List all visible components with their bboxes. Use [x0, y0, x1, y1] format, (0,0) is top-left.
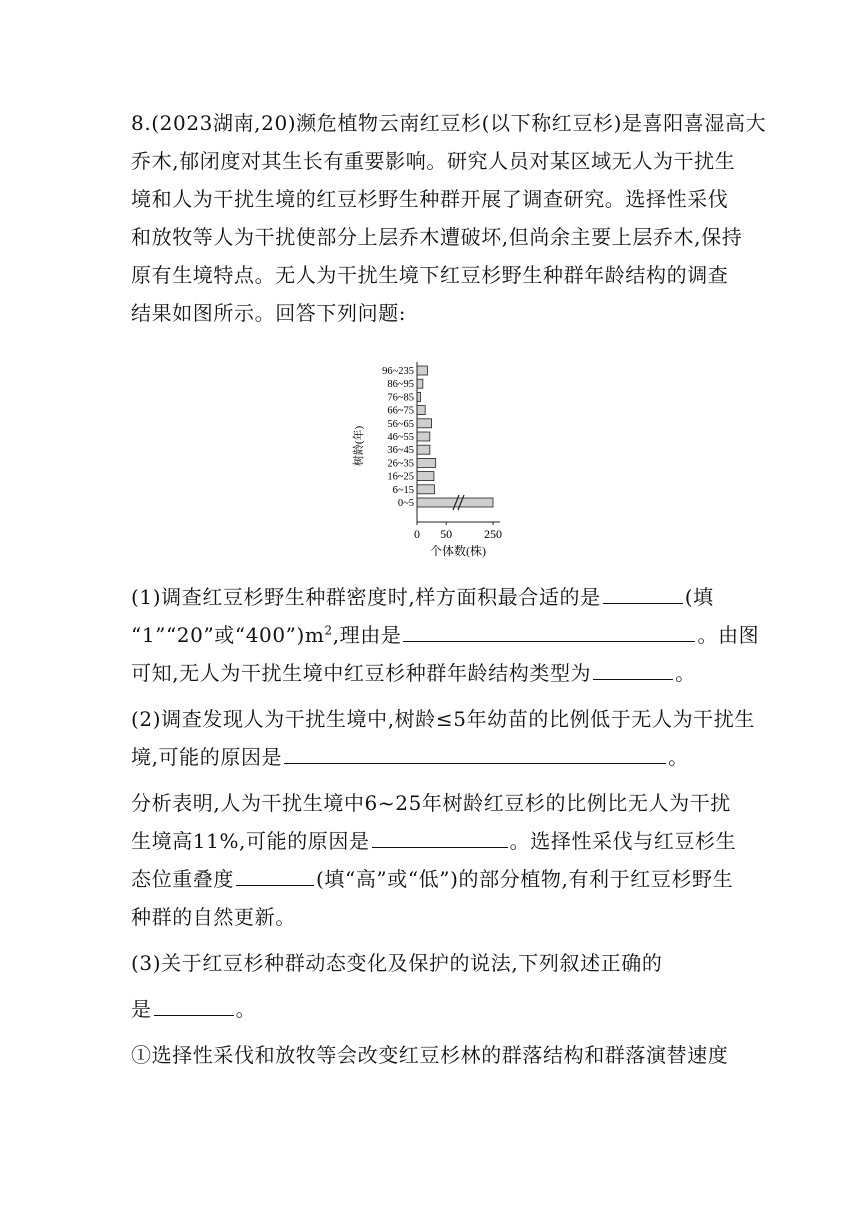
x-tick-labels: [414, 522, 502, 541]
category-label: 66~75: [387, 405, 414, 417]
part1-text-2sup: 2: [324, 623, 333, 638]
bar-46~55: [417, 432, 430, 441]
part2-line-3: 分析表明,人为干扰生境中6~25年树龄红豆杉的比例比无人为干扰: [131, 791, 731, 815]
part2-text-4b: 。选择性采伐与红豆杉生: [509, 829, 737, 853]
category-label: 96~235: [382, 366, 414, 377]
part2-line-5: [131, 866, 733, 892]
part1-text-3b: 。: [675, 661, 696, 685]
answer-blank-7[interactable]: [154, 997, 234, 1016]
intro-line-6: 结果如图所示。回答下列问题:: [131, 301, 407, 325]
part2-text-4a: 生境高11%,可能的原因是: [131, 829, 370, 853]
part2-text-5a: 态位重叠度: [131, 867, 234, 891]
category-label: 26~35: [387, 458, 414, 470]
category-label: 16~25: [387, 471, 414, 483]
intro-line-5: 原有生境特点。无人为干扰生境下红豆杉野生种群年龄结构的调查: [131, 263, 729, 287]
bar-36~45: [417, 445, 430, 454]
bar-56~65: [417, 419, 432, 428]
category-label: 76~85: [387, 392, 414, 404]
answer-blank-6[interactable]: [236, 867, 314, 886]
category-label: 0~5: [397, 498, 414, 509]
part1-text-2b: ,理由是: [332, 623, 402, 647]
bar-86~95: [417, 379, 423, 388]
category-label: 36~45: [387, 445, 414, 457]
bar-96~235: [417, 366, 428, 375]
bar-26~35: [417, 458, 436, 467]
part1-text-1b: (填: [684, 585, 714, 609]
part2-text-2b: 。: [668, 745, 689, 769]
part2-text-2a: 境,可能的原因是: [131, 745, 283, 769]
part2-text-5b: (填“高”或“低”)的部分植物,有利于红豆杉野生: [316, 867, 734, 891]
answer-blank-2[interactable]: [403, 623, 695, 642]
part2-line-4: [131, 828, 736, 854]
bar-6~15: [417, 485, 435, 494]
category-label: 46~55: [387, 432, 414, 443]
x-axis-label: 个体数(株): [430, 544, 486, 558]
part2-line-1: (2)调查发现人为干扰生境中,树龄≤5年幼苗的比例低于无人为干扰生: [131, 707, 755, 731]
age-structure-chart: [340, 352, 530, 572]
part1-text-2a: “1”“20”或“400”)m: [131, 623, 325, 647]
part2-line-2: [131, 744, 689, 770]
chart-category-labels: [382, 366, 414, 509]
answer-blank-3[interactable]: [593, 661, 673, 680]
part1-line-3: [131, 660, 696, 686]
answer-blank-5[interactable]: [372, 829, 508, 848]
category-label: 6~15: [392, 484, 414, 496]
part2-line-6: 种群的自然更新。: [131, 905, 296, 929]
part3-line-1: (3)关于红豆杉种群动态变化及保护的说法,下列叙述正确的: [131, 951, 663, 975]
part1-line-2: [131, 622, 759, 648]
category-label: 56~65: [387, 418, 414, 430]
part1-text-3a: 可知,无人为干扰生境中红豆杉种群年龄结构类型为: [131, 661, 592, 685]
x-tick-label: 250: [484, 527, 502, 541]
intro-line-3: 境和人为干扰生境的红豆杉野生种群开展了调查研究。选择性采伐: [131, 187, 729, 211]
answer-blank-4[interactable]: [284, 745, 666, 764]
bar-66~75: [417, 406, 425, 415]
intro-line-2: 乔木,郁闭度对其生长有重要影响。研究人员对某区域无人为干扰生: [131, 149, 736, 173]
part3-text-2b: 。: [235, 997, 257, 1021]
intro-line-1: 8.(2023湖南,20)濒危植物云南红豆杉(以下称红豆杉)是喜阳喜湿高大: [131, 111, 767, 135]
answer-blank-1[interactable]: [603, 585, 683, 604]
part1-text-1a: (1)调查红豆杉野生种群密度时,样方面积最合适的是: [131, 585, 601, 609]
part1-text-2c: 。由图: [697, 623, 760, 647]
part3-option-1: ①选择性采伐和放牧等会改变红豆杉林的群落结构和群落演替速度: [131, 1043, 729, 1067]
category-label: 86~95: [387, 379, 414, 391]
bar-76~85: [417, 392, 421, 401]
part3-text-2a: 是: [131, 997, 152, 1021]
part3-line-2: [131, 996, 256, 1022]
x-tick-label: 0: [414, 527, 420, 541]
chart-bars: [417, 366, 493, 507]
intro-line-4: 和放牧等人为干扰使部分上层乔木遭破坏,但尚余主要上层乔木,保持: [131, 225, 743, 249]
y-axis-label: 树龄(年): [353, 425, 365, 467]
part1-line-1: [131, 584, 714, 610]
bar-16~25: [417, 472, 434, 481]
x-tick-label: 50: [440, 527, 453, 541]
